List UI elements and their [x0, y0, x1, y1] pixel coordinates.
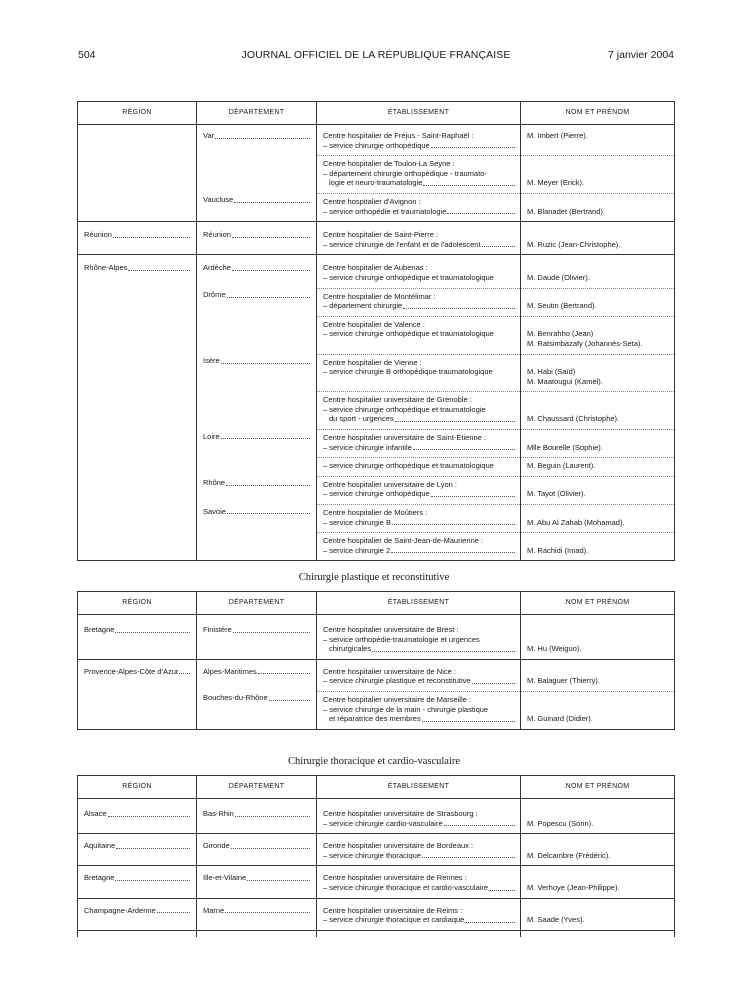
nom-cell: M. Benrahho (Jean) M. Ratsimbazafy (Johannès-Seta). — [521, 316, 675, 354]
column-header-departement: DÉPARTEMENT — [197, 776, 317, 799]
table-row — [78, 505, 675, 533]
etablissement-cell: Centre hospitalier universitaire de Grenoble : – service chirurgie orthopédique et traumatologie du sport - urgences — [317, 392, 521, 430]
table-chirurgie-thoracique — [77, 775, 675, 937]
etablissement-cell: Centre hospitalier de Saint-Pierre : – service chirurgie de l'enfant et de l'adolescent — [317, 222, 521, 255]
column-header-etablissement: ÉTABLISSEMENT — [317, 776, 521, 799]
nom-cell: Mlle Bourelle (Sophie). — [521, 430, 675, 458]
etablissement-cell: Centre hospitalier universitaire de Saint-Etienne : – service chirurgie infantile — [317, 430, 521, 458]
region-cell: Bretagne — [78, 866, 197, 898]
table-chirurgie-plastique — [77, 591, 675, 730]
region-cell — [78, 125, 197, 156]
departement-cell: Isère — [197, 354, 317, 392]
table-row — [78, 255, 675, 288]
etablissement-cell: Centre hospitalier universitaire de Reims : – service chirurgie thoracique et cardiaque — [317, 898, 521, 930]
etablissement-cell: Centre hospitalier de Valence : – service chirurgie orthopédique et traumatologique — [317, 316, 521, 354]
etablissement-cell: Centre hospitalier de Saint-Jean-de-Maurienne : – service chirurgie 2 — [317, 533, 521, 561]
table-row — [78, 392, 675, 430]
section-title-chirurgie-thoracique: Chirurgie thoracique et cardio-vasculaire — [287, 756, 461, 767]
etablissement-cell: Centre hospitalier universitaire de Rennes : – service chirurgie thoracique et cardio-vasculaire — [317, 866, 521, 898]
region-cell: Aquitaine — [78, 834, 197, 866]
column-header-nom: NOM ET PRÉNOM — [521, 102, 675, 125]
etablissement-cell: Centre hospitalier de Vienne : – service chirurgie B orthopédique traumatologique — [317, 354, 521, 392]
departement-cell: Drôme — [197, 288, 317, 316]
nom-cell: M. Daude (Olivier). — [521, 255, 675, 288]
table-row — [78, 288, 675, 316]
etablissement-cell: Centre hospitalier de Aubenas : – service chirurgie orthopédique et traumatologique — [317, 255, 521, 288]
table-row — [78, 222, 675, 255]
region-cell: Provence-Alpes-Côte d'Azur — [78, 659, 197, 691]
region-cell: Rhône-Alpes — [78, 255, 197, 288]
departement-cell: Gironde — [197, 834, 317, 866]
table-row — [78, 193, 675, 221]
nom-cell: M. Blanadet (Bertrand). — [521, 193, 675, 221]
nom-cell: M. Balaguer (Thierry). — [521, 659, 675, 691]
nom-cell: M. Seutin (Bertrand). — [521, 288, 675, 316]
table-row — [78, 125, 675, 156]
publication-date: 7 janvier 2004 — [608, 49, 674, 61]
departement-cell: Ille-et-Vilaine — [197, 866, 317, 898]
table-row — [78, 866, 675, 898]
departement-cell: Marne — [197, 898, 317, 930]
nom-cell: M. Saade (Yves). — [521, 898, 675, 930]
departement-cell: Alpes-Maritimes — [197, 659, 317, 691]
column-header-nom: NOM ET PRÉNOM — [521, 592, 675, 615]
departement-cell: Finistère — [197, 615, 317, 660]
etablissement-cell: Centre hospitalier de Montélimar : – département chirurgie — [317, 288, 521, 316]
page-header — [78, 49, 674, 63]
nom-cell: M. Beguin (Laurent). — [521, 458, 675, 477]
etablissement-cell: Centre hospitalier de Fréjus - Saint-Raphaël : – service chirurgie orthopédique — [317, 125, 521, 156]
departement-cell: Rhône — [197, 476, 317, 504]
section-title-chirurgie-plastique: Chirurgie plastique et reconstitutive — [298, 572, 450, 583]
etablissement-cell: Centre hospitalier universitaire de Nice : – service chirurgie plastique et reconstitutive — [317, 659, 521, 691]
departement-cell: Savoie — [197, 505, 317, 533]
nom-cell: M. Tayot (Olivier). — [521, 476, 675, 504]
nom-cell: M. Verhoye (Jean-Philippe). — [521, 866, 675, 898]
nom-cell: M. Meyer (Erick). — [521, 156, 675, 194]
table-row — [78, 659, 675, 691]
nom-cell: M. Popescu (Sorin). — [521, 799, 675, 834]
departement-cell: Loire — [197, 430, 317, 458]
table-row — [78, 691, 675, 729]
table-header-row — [78, 592, 675, 615]
nom-cell: M. Delcambre (Frédéric). — [521, 834, 675, 866]
nom-cell: M. Chaussard (Christophe). — [521, 392, 675, 430]
departement-cell: Var — [197, 125, 317, 156]
table-row — [78, 898, 675, 930]
region-cell: Champagne-Ardenne — [78, 898, 197, 930]
departement-cell: Vaucluse — [197, 193, 317, 221]
etablissement-cell: Centre hospitalier universitaire de Brest : – service orthopédie-traumatologie et urgences chirurgicales — [317, 615, 521, 660]
table-row — [78, 430, 675, 458]
table-row-continuation — [78, 930, 675, 937]
column-header-departement: DÉPARTEMENT — [197, 102, 317, 125]
column-header-nom: NOM ET PRÉNOM — [521, 776, 675, 799]
column-header-etablissement: ÉTABLISSEMENT — [317, 102, 521, 125]
etablissement-cell: Centre hospitalier d'Avignon : – service orthopédie et traumatologie — [317, 193, 521, 221]
etablissement-cell: Centre hospitalier universitaire de Strasbourg : – service chirurgie cardio-vasculaire — [317, 799, 521, 834]
table-orthopedie — [77, 101, 675, 561]
etablissement-cell: Centre hospitalier de Moûtiers : – service chirurgie B — [317, 505, 521, 533]
region-cell: Bretagne — [78, 615, 197, 660]
nom-cell: M. Hu (Weiguo). — [521, 615, 675, 660]
etablissement-cell: Centre hospitalier universitaire de Bordeaux : – service chirurgie thoracique — [317, 834, 521, 866]
region-cell: Réunion — [78, 222, 197, 255]
column-header-departement: DÉPARTEMENT — [197, 592, 317, 615]
table-row — [78, 354, 675, 392]
nom-cell: M. Habi (Saïd) M. Maatougui (Kamel). — [521, 354, 675, 392]
table-row — [78, 615, 675, 660]
table-row — [78, 799, 675, 834]
column-header-region: RÉGION — [78, 592, 197, 615]
etablissement-cell: Centre hospitalier universitaire de Lyon : – service chirurgie orthopédique — [317, 476, 521, 504]
table-row — [78, 476, 675, 504]
etablissement-cell: Centre hospitalier universitaire de Marseille : – service chirurgie de la main - chirurgie plastique et réparatrice des membres — [317, 691, 521, 729]
table-row — [78, 316, 675, 354]
table-row — [78, 834, 675, 866]
page-number: 504 — [78, 49, 96, 61]
table-row — [78, 533, 675, 561]
departement-cell: Bouches-du-Rhône — [197, 691, 317, 729]
departement-cell: Réunion — [197, 222, 317, 255]
departement-cell: Ardèche — [197, 255, 317, 288]
column-header-region: RÉGION — [78, 102, 197, 125]
table-header-row — [78, 776, 675, 799]
table-row — [78, 156, 675, 194]
nom-cell: M. Imbert (Pierre). — [521, 125, 675, 156]
region-cell: Alsace — [78, 799, 197, 834]
departement-cell: Bas-Rhin — [197, 799, 317, 834]
column-header-region: RÉGION — [78, 776, 197, 799]
column-header-etablissement: ÉTABLISSEMENT — [317, 592, 521, 615]
nom-cell: M. Rachidi (Imad). — [521, 533, 675, 561]
nom-cell: M. Guinard (Didier). — [521, 691, 675, 729]
nom-cell: M. Ruzic (Jean-Christophe). — [521, 222, 675, 255]
journal-title: JOURNAL OFFICIEL DE LA RÉPUBLIQUE FRANÇAISE — [241, 49, 511, 61]
nom-cell: M. Abu Al Zahab (Mohamad). — [521, 505, 675, 533]
table-row — [78, 458, 675, 477]
etablissement-cell: – service chirurgie orthopédique et traumatologique — [317, 458, 521, 477]
etablissement-cell: Centre hospitalier de Toulon-La Seyne : – département chirurgie orthopédique - traumato- logie et neuro-traumatologie — [317, 156, 521, 194]
table-header-row — [78, 102, 675, 125]
